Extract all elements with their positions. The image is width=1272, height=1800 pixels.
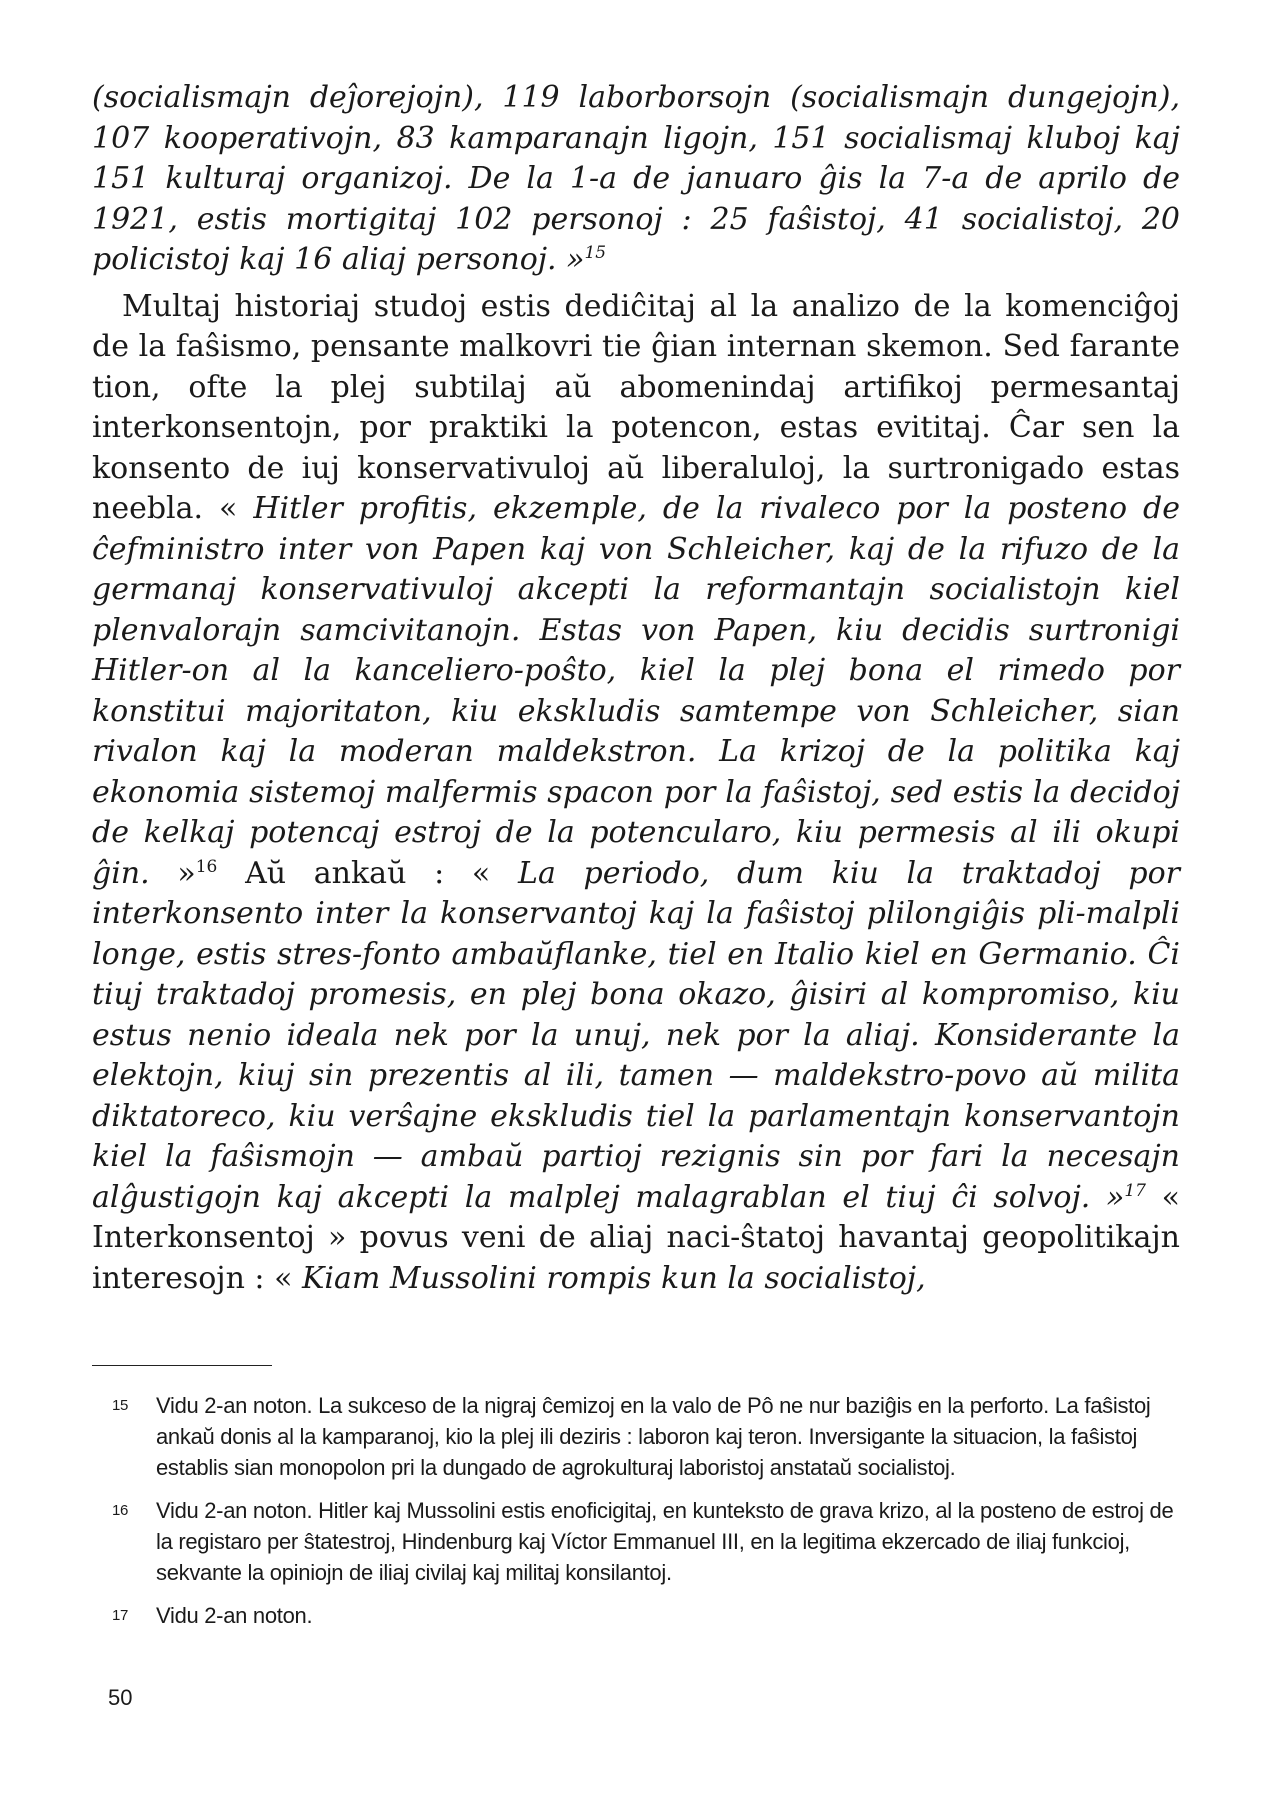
paragraph-1 [92,78,1180,281]
footnote-ref-15[interactable]: 15 [584,243,607,263]
footnote-text: Vidu 2-an noton. La sukceso de la nigraj ĉemizoj en la valo de Pô ne nur baziĝis en la perforto. La faŝistoj ankaŭ donis al la kamparanoj, kio la plej ili deziris : laboron kaj teron. Inversigante la situacion, la faŝistoj establis sian monopolon pri la dungado de agrokulturaj laboristoj anstataŭ socialistoj. [156,1393,1151,1480]
paragraph-2-text-3: « Interkonsentoj » povus veni de aliaj naci-ŝtatoj havantaj geopolitikajn interesojn : « [92,1179,1180,1296]
quote-continuation: (socialismajn deĵorejojn), 119 laborborsojn (socialismajn dungejojn), 107 kooperativojn, 83 kamparanajn ligojn, 151 socialismaj kluboj kaj 151 kulturaj organizoj. De la 1-a de januaro ĝis la 7-a de aprilo de 1921, estis mortigitaj 102 personoj : 25 faŝistoj, 41 socialistoj, 20 policistoj kaj 16 aliaj personoj. » [92,80,1180,277]
footnote-number: 17 [112,1607,129,1624]
footnote-15 [92,1390,1180,1483]
footnote-ref-16[interactable]: 16 [195,856,218,877]
quote-hitler: Hitler profitis, ekzemple, de la rivaleco por la posteno de ĉefministro inter von Papen kaj von Schleicher, kaj de la rifuzo de la germanaj konservativuloj akcepti la reformantajn socialistojn kiel plenvalorajn samcivitanojn. Estas von Papen, kiu decidis surtronigi Hitler-on al la kanceliero-poŝto, kiel la plej bona el rimedo por konstitui majoritaton, kiu ekskludis samtempe von Schleicher, sian rivalon kaj la moderan maldekstron. La krizoj de la politika kaj ekonomia sistemoj malfermis spacon por la faŝistoj, sed estis la decidoj de kelkaj potencaj estroj de la potencularo, kiu permesis al ili okupi ĝin. [92,491,1180,891]
page-body [92,78,1180,1299]
paragraph-2-text-1: Multaj historiaj studoj estis dediĉitaj al la analizo de la komenciĝoj de la faŝismo, pensante malkovri tie ĝian internan skemon. Sed farante tion, ofte la plej subtilaj aŭ abomenindaj artifikoj permesantaj interkonsentojn, por praktiki la potencon, estas evititaj. Ĉar sen la konsento de iuj konservativuloj aŭ liberaluloj, la surtronigado estas neebla. « [92,288,1180,526]
quote-close: » [149,855,196,891]
footnote-text: Vidu 2-an noton. Hitler kaj Mussolini estis enoficigitaj, en kunteksto de grava krizo, al la posteno de estroj de la registaro per ŝtatestroj, Hindenburg kaj Víctor Emmanuel III, en la legitima ekzercado de iliaj funkcioj, sekvante la opiniojn de iliaj civilaj kaj militaj konsilantoj. [156,1498,1174,1585]
footnote-17 [92,1600,1180,1631]
paragraph-2-text-2: Aŭ ankaŭ : « [217,855,519,891]
footnote-separator [92,1365,272,1366]
footnote-number: 15 [112,1397,129,1414]
quote-mussolini: Kiam Mussolini rompis kun la socialistoj, [301,1260,926,1296]
page-number: 50 [108,1685,133,1710]
paragraph-2 [92,287,1180,1300]
quote-periodo: La periodo, dum kiu la traktadoj por interkonsento inter la konservantoj kaj la faŝistoj plilongiĝis pli-malpli longe, estis stres-fonto ambaŭflanke, tiel en Italio kiel en Germanio. Ĉi tiuj traktadoj promesis, en plej bona okazo, ĝisiri al kompromiso, kiu estus nenio ideala nek por la unuj, nek por la aliaj. Konsiderante la elektojn, kiuj sin prezentis al ili, tamen — maldekstro-povo aŭ milita diktatoreco, kiu verŝajne ekskludis tiel la parlamentajn konservantojn kiel la faŝismojn — ambaŭ partioj rezignis sin por fari la necesajn alĝustigojn kaj akcepti la malplej malagrablan el tiuj ĉi solvoj. » [92,855,1181,1215]
footnotes [92,1390,1180,1643]
footnote-ref-17[interactable]: 17 [1124,1180,1146,1201]
footnote-text: Vidu 2-an noton. [156,1603,313,1628]
footnote-number: 16 [112,1502,129,1519]
footnote-16 [92,1495,1180,1588]
